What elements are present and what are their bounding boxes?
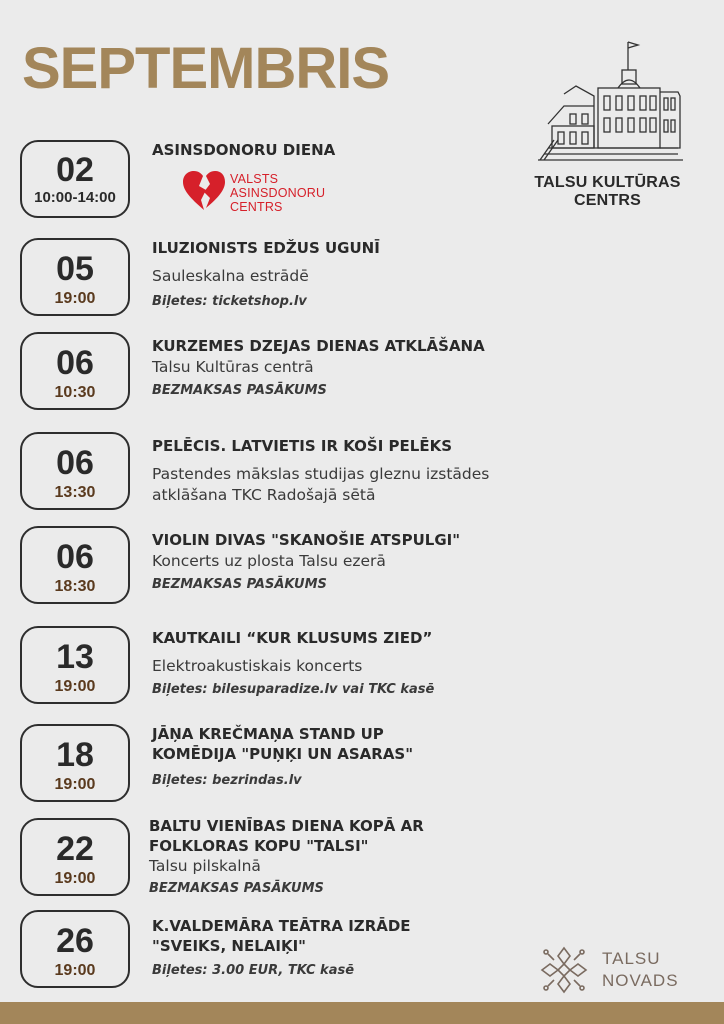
event-description: Elektroakustiskais koncerts xyxy=(152,657,363,675)
event-title: ASINSDONORU DIENA xyxy=(152,141,336,159)
ornament-icon xyxy=(538,944,590,996)
event-description: Talsu pilskalnā xyxy=(149,857,261,875)
event-time: 10:00-14:00 xyxy=(34,189,116,206)
event-description: Koncerts uz plosta Talsu ezerā xyxy=(152,552,386,570)
event-description: Sauleskalna estrādē xyxy=(152,267,309,285)
date-badge xyxy=(20,910,130,988)
event-time: 19:00 xyxy=(54,776,96,793)
date-badge xyxy=(20,332,130,410)
event-title: KURZEMES DZEJAS DIENAS ATKLĀŠANA xyxy=(152,337,485,355)
date-badge xyxy=(20,432,130,510)
talsu-novads-logo xyxy=(538,944,708,996)
donor-logo-line1: VALSTS xyxy=(230,172,279,186)
date-badge xyxy=(20,238,130,316)
donor-logo-line3: CENTRS xyxy=(230,200,283,214)
event-day: 06 xyxy=(56,538,94,576)
broken-heart-icon xyxy=(182,170,226,212)
bottom-bar xyxy=(0,1002,724,1024)
event-ticket-info: BEZMAKSAS PASĀKUMS xyxy=(152,383,327,398)
donor-center-logo xyxy=(182,170,332,216)
event-day: 06 xyxy=(56,344,94,382)
event-title: ILUZIONISTS EDŽUS UGUNĪ xyxy=(152,239,380,257)
tkc-logo xyxy=(515,36,700,210)
event-day: 06 xyxy=(56,444,94,482)
event-title: JĀŅA KREČMAŅA STAND UP KOMĒDIJA "PUŅĶI UN ASARAS" xyxy=(152,725,414,763)
event-day: 26 xyxy=(56,922,94,960)
org-name: TALSU KULTŪRAS CENTRS xyxy=(534,174,681,209)
date-badge xyxy=(20,140,130,218)
date-badge xyxy=(20,526,130,604)
event-day: 13 xyxy=(56,638,94,676)
novads-logo-line1: TALSU xyxy=(602,949,661,968)
event-time: 10:30 xyxy=(54,384,96,401)
event-ticket-info: BEZMAKSAS PASĀKUMS xyxy=(152,577,327,592)
donor-logo-line2: ASINSDONORU xyxy=(230,186,326,200)
event-title: VIOLIN DIVAS "SKANOŠIE ATSPULGI" xyxy=(152,531,461,549)
date-badge xyxy=(20,818,130,896)
event-ticket-info: Biļetes: bezrindas.lv xyxy=(152,773,302,788)
event-description: Talsu Kultūras centrā xyxy=(152,358,314,376)
event-title: BALTU VIENĪBAS DIENA KOPĀ AR FOLKLORAS KOPU "TALSI" xyxy=(149,817,424,855)
event-title: KAUTKAILI “KUR KLUSUMS ZIED” xyxy=(152,629,433,647)
event-title: K.VALDEMĀRA TEĀTRA IZRĀDE "SVEIKS, NELAIĶI" xyxy=(152,917,411,955)
event-day: 02 xyxy=(56,151,94,189)
event-ticket-info: Biļetes: ticketshop.lv xyxy=(152,294,307,309)
event-ticket-info: Biļetes: 3.00 EUR, TKC kasē xyxy=(152,963,355,978)
date-badge xyxy=(20,626,130,704)
date-badge xyxy=(20,724,130,802)
event-time: 18:30 xyxy=(54,578,96,595)
event-day: 05 xyxy=(56,250,94,288)
event-time: 19:00 xyxy=(54,962,96,979)
event-time: 19:00 xyxy=(54,870,96,887)
event-time: 19:00 xyxy=(54,678,96,695)
event-description: Pastendes mākslas studijas gleznu izstādes atklāšana TKC Radošajā sētā xyxy=(152,465,490,504)
novads-logo-line2: NOVADS xyxy=(602,971,679,990)
event-title: PELĒCIS. LATVIETIS IR KOŠI PELĒKS xyxy=(152,437,452,455)
event-day: 22 xyxy=(56,830,94,868)
building-icon xyxy=(528,36,688,164)
event-ticket-info: Biļetes: bilesuparadize.lv vai TKC kasē xyxy=(152,682,435,697)
event-time: 19:00 xyxy=(54,290,96,307)
event-time: 13:30 xyxy=(54,484,96,501)
page-title: SEPTEMBRIS xyxy=(22,36,390,101)
event-day: 18 xyxy=(56,736,94,774)
event-ticket-info: BEZMAKSAS PASĀKUMS xyxy=(149,881,324,896)
